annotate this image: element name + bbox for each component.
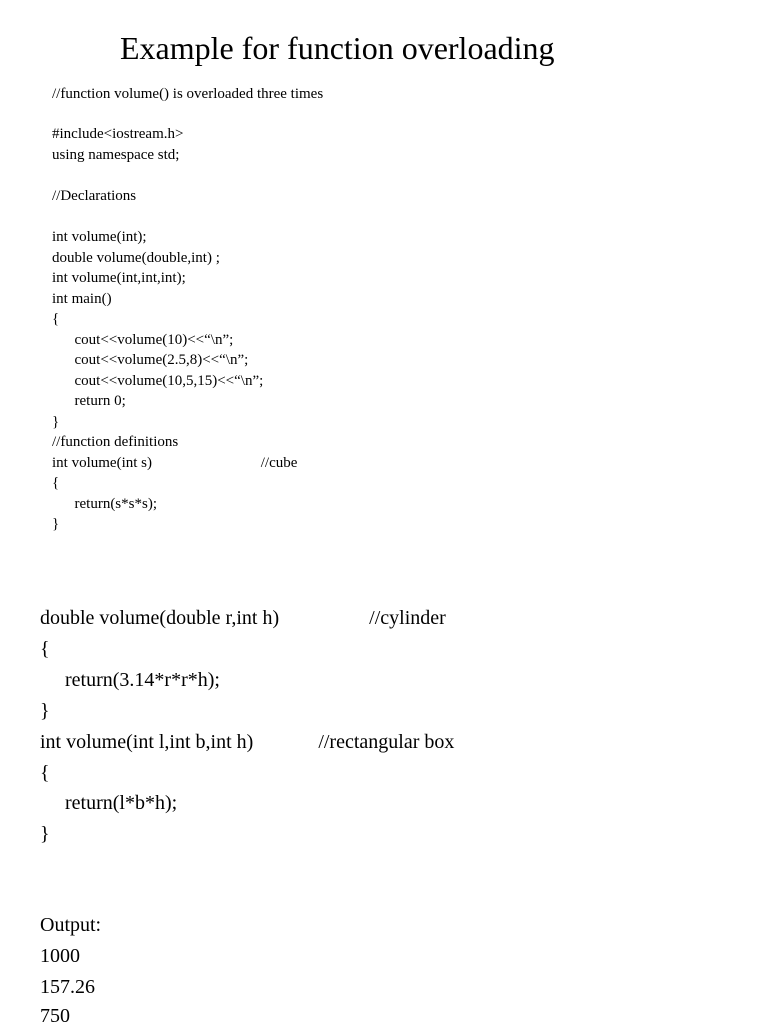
close-brace-box: }: [40, 823, 50, 845]
return-box: return(l*b*h);: [40, 792, 178, 814]
return-cube: return(s*s*s);: [52, 496, 157, 512]
comment-declarations: //Declarations: [52, 188, 137, 204]
declaration-int-volume-3: int volume(int,int,int);: [52, 270, 186, 286]
box-signature: int volume(int l,int b,int h) //rectangular box: [40, 731, 455, 753]
cylinder-signature: double volume(double r,int h) //cylinder: [40, 607, 446, 629]
output-value-1: 1000: [40, 945, 80, 967]
comment-definitions: //function definitions: [52, 434, 179, 450]
main-signature: int main(): [52, 291, 112, 307]
cube-signature: int volume(int s) //cube: [52, 455, 298, 471]
namespace-line: using namespace std;: [52, 147, 180, 163]
output-value-3: 750: [40, 1005, 70, 1027]
output-value-2: 157.26: [40, 976, 95, 998]
close-brace-cylinder: }: [40, 700, 50, 722]
open-brace-box: {: [40, 762, 50, 784]
cout-line-3: cout<<volume(10,5,15)<<“\n”;: [52, 373, 264, 389]
return-zero: return 0;: [52, 393, 126, 409]
output-label: Output:: [40, 914, 102, 936]
open-brace-cube: {: [52, 475, 60, 491]
comment-overloaded: //function volume() is overloaded three times: [52, 86, 324, 102]
close-brace-main: }: [52, 414, 60, 430]
cout-line-1: cout<<volume(10)<<“\n”;: [52, 332, 234, 348]
open-brace-cylinder: {: [40, 638, 50, 660]
declaration-int-volume: int volume(int);: [52, 229, 147, 245]
declaration-double-volume: double volume(double,int) ;: [52, 250, 220, 266]
close-brace-cube: }: [52, 516, 60, 532]
cout-line-2: cout<<volume(2.5,8)<<“\n”;: [52, 352, 249, 368]
page-title: Example for function overloading: [120, 30, 555, 66]
return-cylinder: return(3.14*r*r*h);: [40, 669, 220, 691]
open-brace-main: {: [52, 311, 60, 327]
include-line: #include<iostream.h>: [52, 126, 184, 142]
